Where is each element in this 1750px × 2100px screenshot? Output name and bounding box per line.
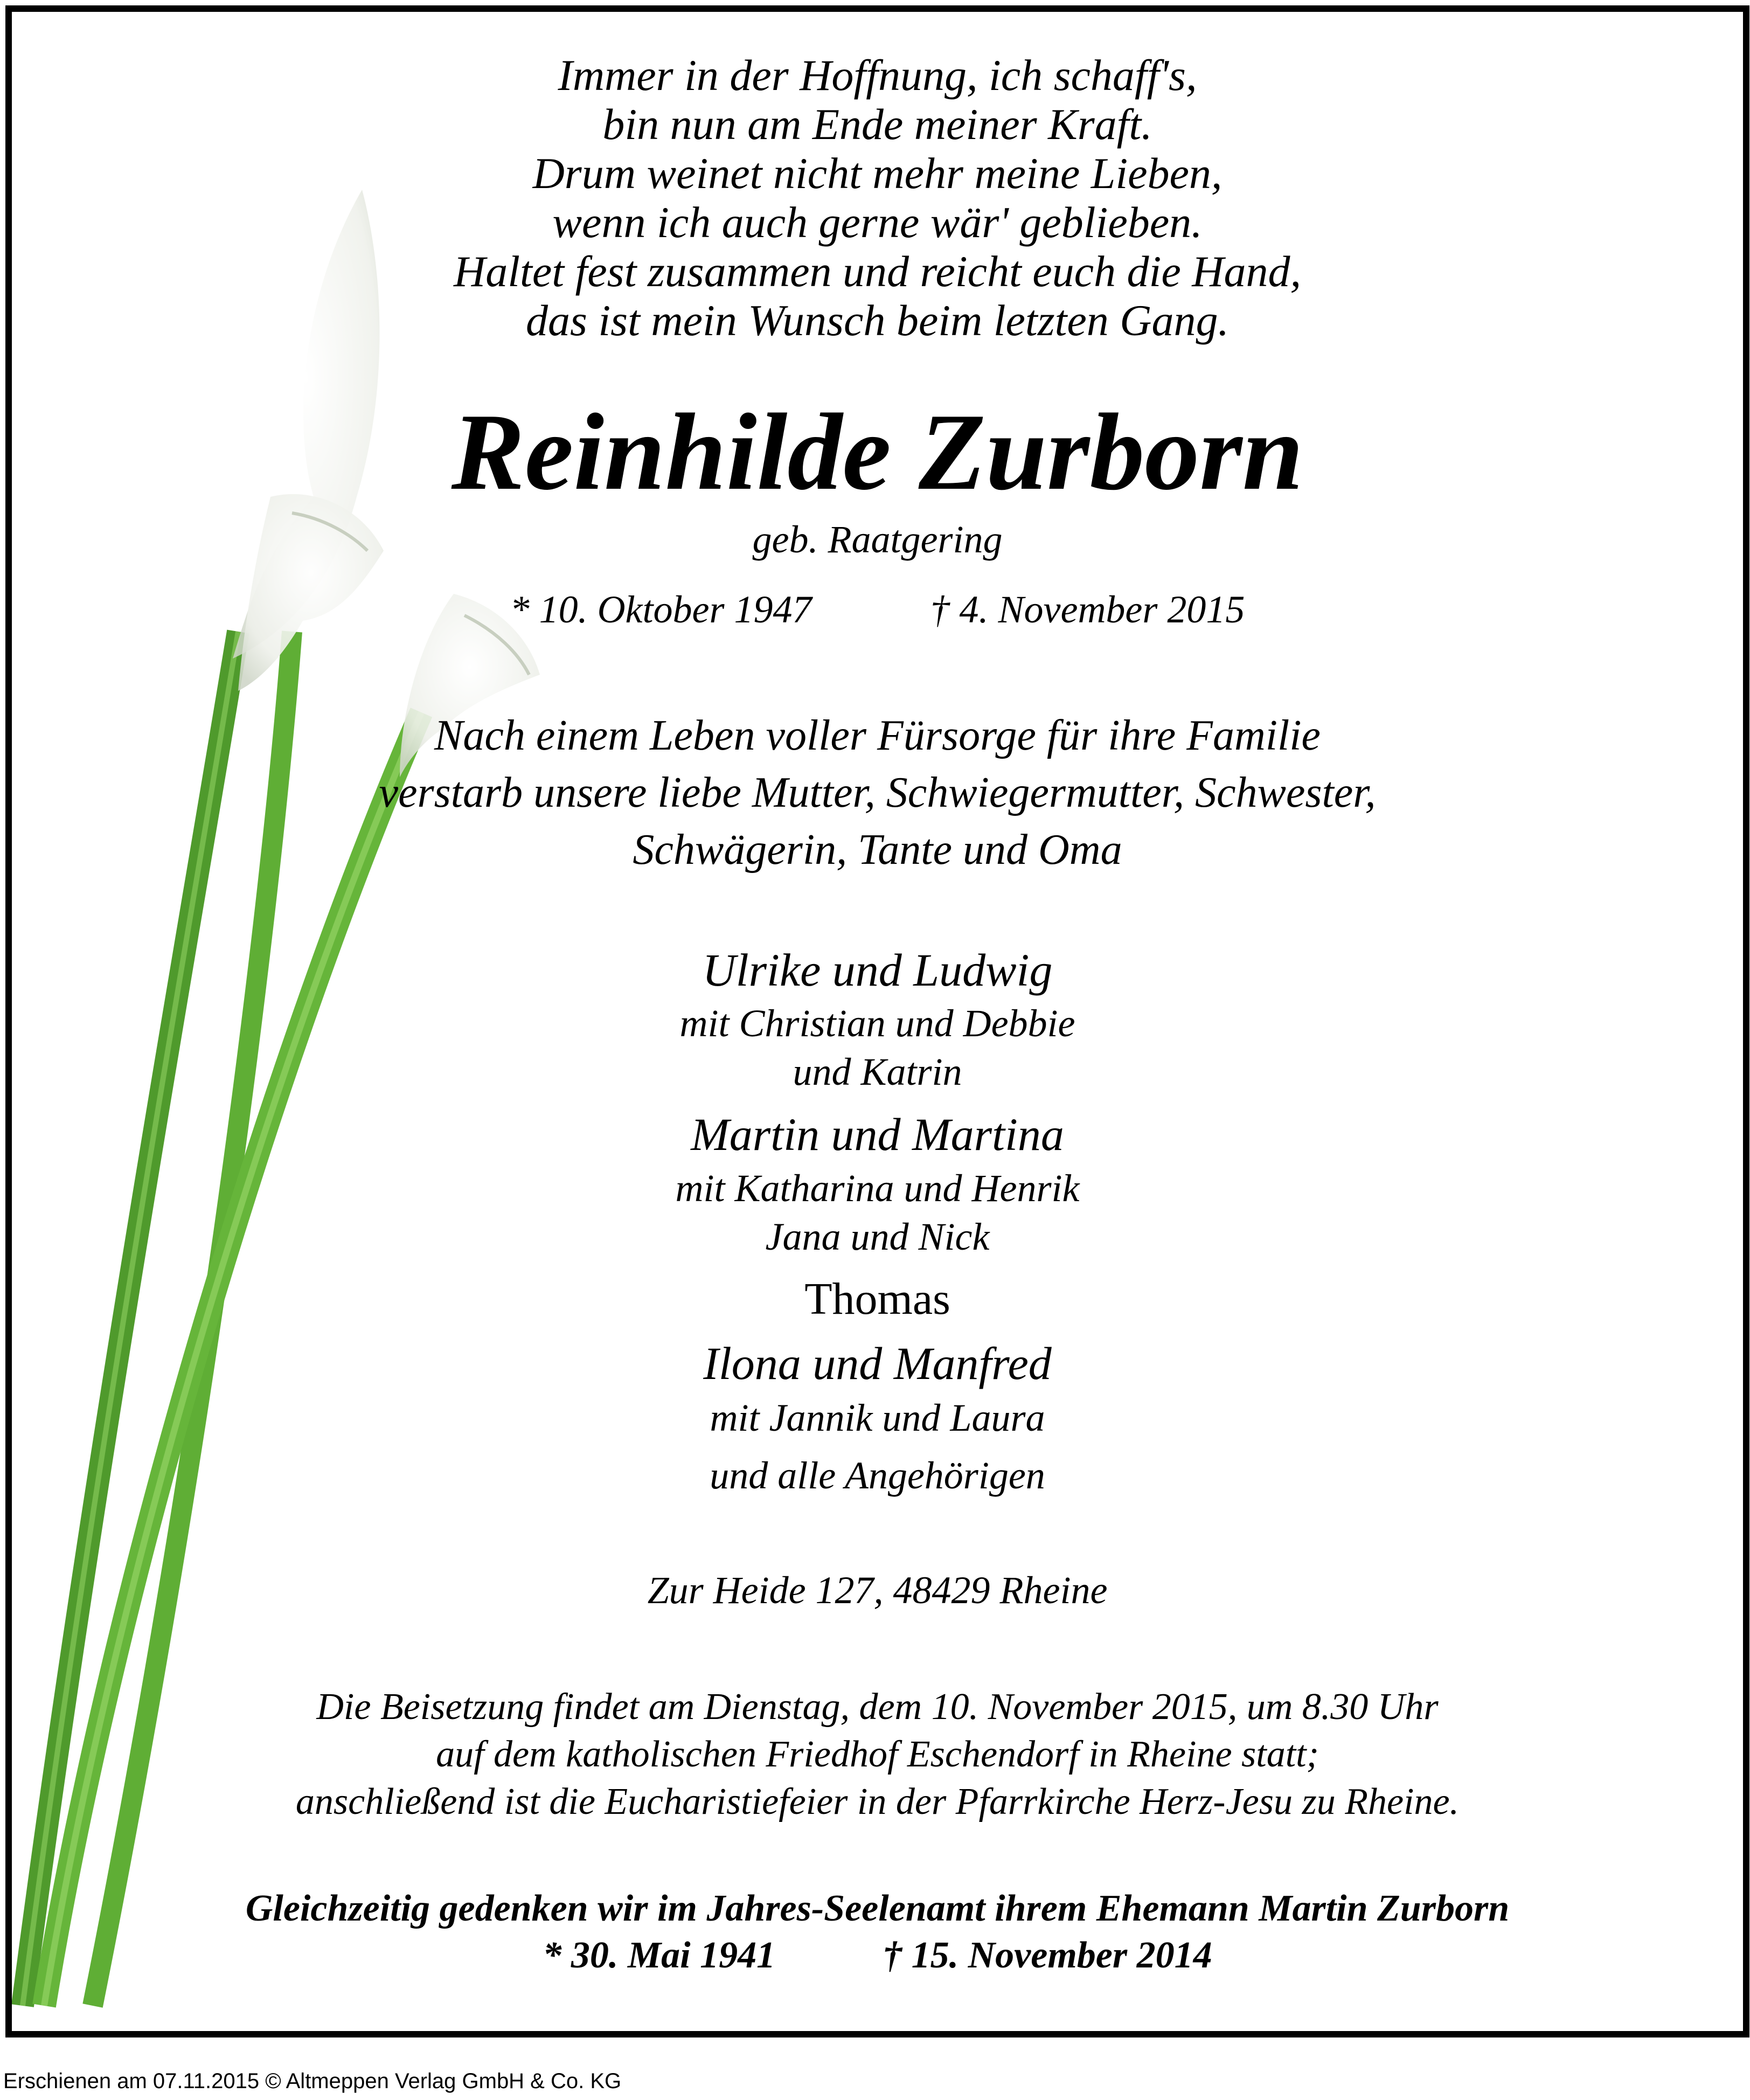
family-group-name: Thomas: [804, 1274, 950, 1324]
memorial-dates: [12, 1934, 1743, 1977]
poem-line: Haltet fest zusammen und reicht euch die Hand,: [454, 247, 1301, 296]
message-line: Nach einem Leben voller Fürsorge für ihre Familie: [434, 712, 1321, 759]
address: Zur Heide 127, 48429 Rheine: [647, 1569, 1108, 1612]
family-group-line: mit Katharina und Henrik: [675, 1167, 1080, 1210]
family-group-name: Ulrike und Ludwig: [702, 944, 1053, 996]
memorial-line: Gleichzeitig gedenken wir im Jahres-Seelenamt ihrem Ehemann Martin Zurborn: [245, 1888, 1510, 1929]
poem-line: bin nun am Ende meiner Kraft.: [602, 100, 1152, 149]
relatives-line: und alle Angehörigen: [710, 1454, 1045, 1497]
family-group-name: Martin und Martina: [691, 1108, 1064, 1160]
obituary-notice: [5, 5, 1749, 2037]
burial-line: Die Beisetzung findet am Dienstag, dem 10. November 2015, um 8.30 Uhr: [316, 1686, 1439, 1728]
burial-line: auf dem katholischen Friedhof Eschendorf in Rheine statt;: [436, 1734, 1319, 1775]
poem-line: Drum weinet nicht mehr meine Lieben,: [532, 149, 1223, 198]
birth-date: * 10. Oktober 1947: [510, 588, 812, 631]
burial-line: anschließend ist die Eucharistiefeier in der Pfarrkirche Herz-Jesu zu Rheine.: [295, 1781, 1460, 1822]
death-date: † 4. November 2015: [930, 588, 1245, 631]
message-line: Schwägerin, Tante und Oma: [633, 826, 1122, 874]
family-group-line: Jana und Nick: [765, 1215, 990, 1258]
poem-line: Immer in der Hoffnung, ich schaff's,: [558, 51, 1197, 100]
memorial-birth-date: * 30. Mai 1941: [543, 1935, 776, 1976]
family-group-name: Ilona und Manfred: [703, 1337, 1052, 1389]
memorial-death-date: † 15. November 2014: [883, 1935, 1212, 1976]
deceased-name: Reinhilde Zurborn: [451, 391, 1304, 513]
life-dates: [12, 587, 1743, 632]
publication-footer: Erschienen am 07.11.2015 © Altmeppen Verlag GmbH & Co. KG: [3, 2069, 622, 2093]
poem-line: das ist mein Wunsch beim letzten Gang.: [525, 296, 1230, 345]
birth-name: geb. Raatgering: [752, 518, 1003, 561]
family-group-line: und Katrin: [793, 1050, 962, 1093]
family-group-line: mit Christian und Debbie: [679, 1002, 1075, 1045]
family-group-line: mit Jannik und Laura: [710, 1396, 1045, 1439]
poem-line: wenn ich auch gerne wär' geblieben.: [552, 198, 1203, 247]
message-line: verstarb unsere liebe Mutter, Schwiegermutter, Schwester,: [379, 769, 1376, 816]
